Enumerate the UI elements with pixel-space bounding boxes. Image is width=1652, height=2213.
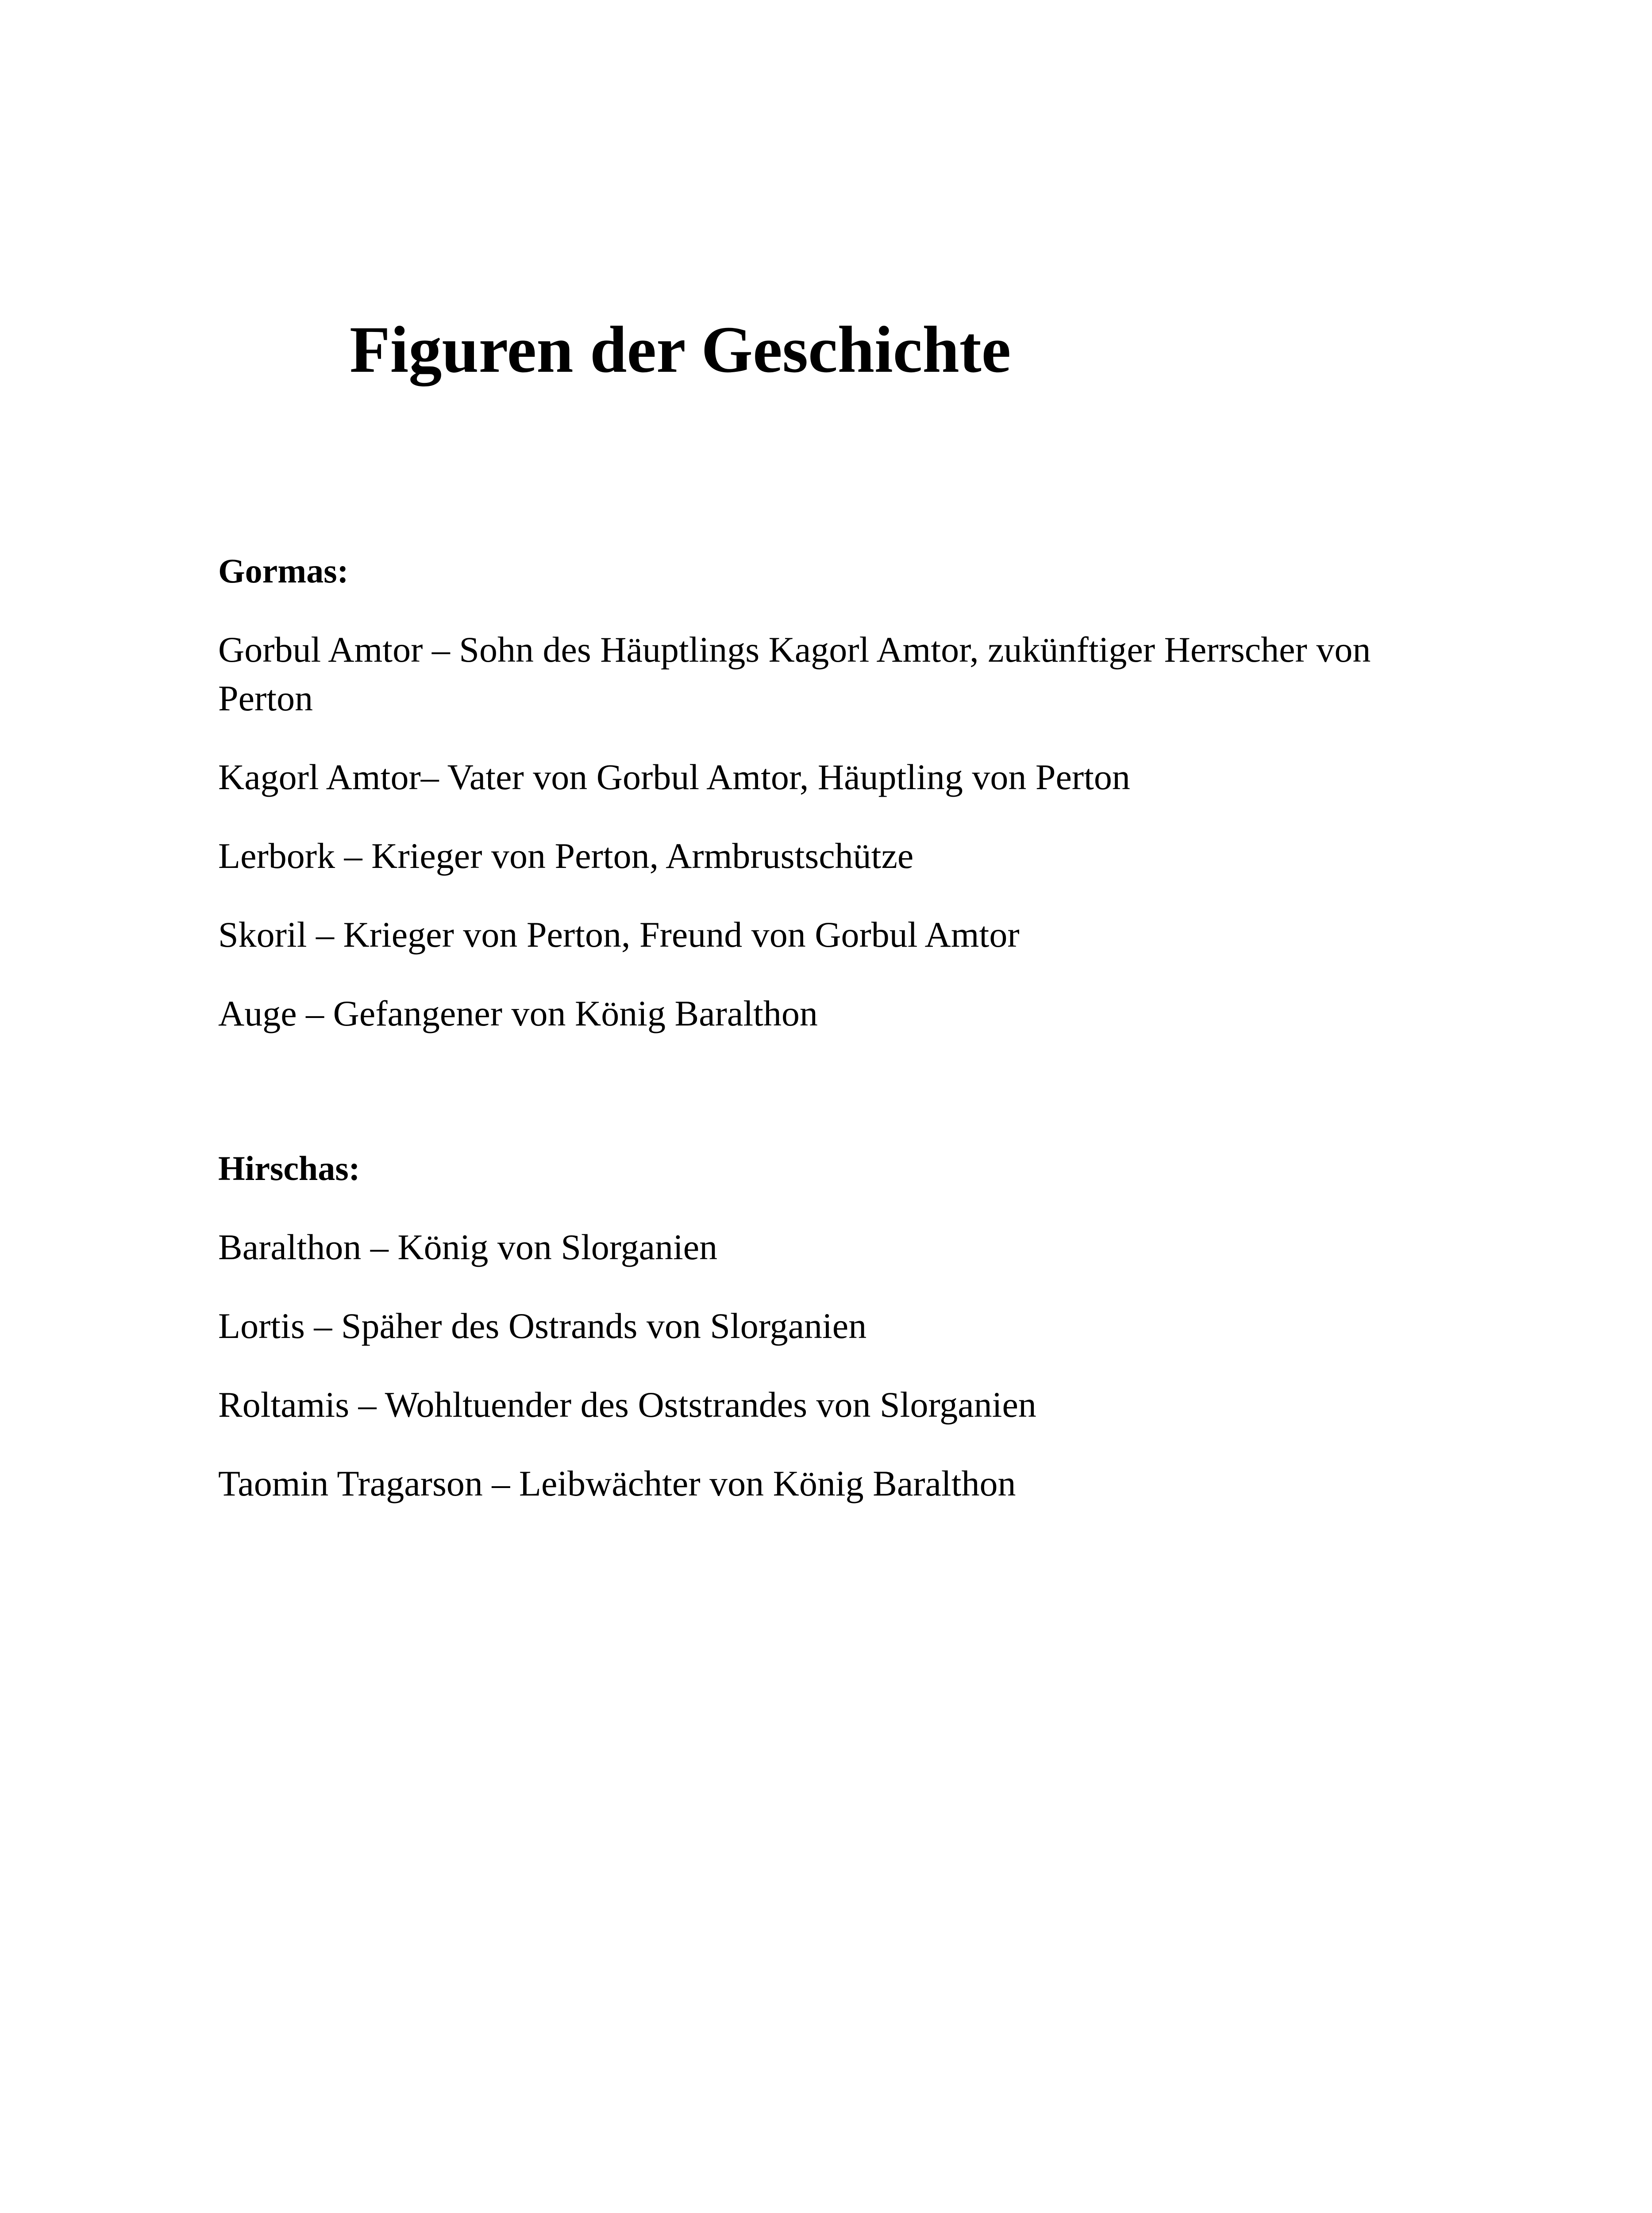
page-title: Figuren der Geschichte <box>350 313 1011 386</box>
section-heading-gormas: Gormas: <box>218 551 349 590</box>
character-entry-baralthon: Baralthon – König von Slorganien <box>218 1227 718 1267</box>
section-heading-hirschas: Hirschas: <box>218 1149 360 1187</box>
character-entry-roltamis: Roltamis – Wohltuender des Oststrandes von Slorganien <box>218 1384 1036 1425</box>
character-entry-lerbork: Lerbork – Krieger von Perton, Armbrustschütze <box>218 836 914 876</box>
character-entry-kagorl-amtor: Kagorl Amtor– Vater von Gorbul Amtor, Häuptling von Perton <box>218 757 1130 797</box>
character-entry-skoril: Skoril – Krieger von Perton, Freund von Gorbul Amtor <box>218 914 1020 955</box>
character-entry-taomin-tragarson: Taomin Tragarson – Leibwächter von König Baralthon <box>218 1463 1016 1504</box>
character-entry-lortis: Lortis – Späher des Ostrands von Slorganien <box>218 1306 867 1346</box>
character-entry-gorbul-amtor: Gorbul Amtor – Sohn des Häuptlings Kagorl Amtor, zukünftiger Herrscher von Perton <box>218 629 1371 718</box>
section-hirschas <box>218 1144 1413 1508</box>
section-gormas <box>218 547 1413 1038</box>
character-entry-auge: Auge – Gefangener von König Baralthon <box>218 993 818 1033</box>
